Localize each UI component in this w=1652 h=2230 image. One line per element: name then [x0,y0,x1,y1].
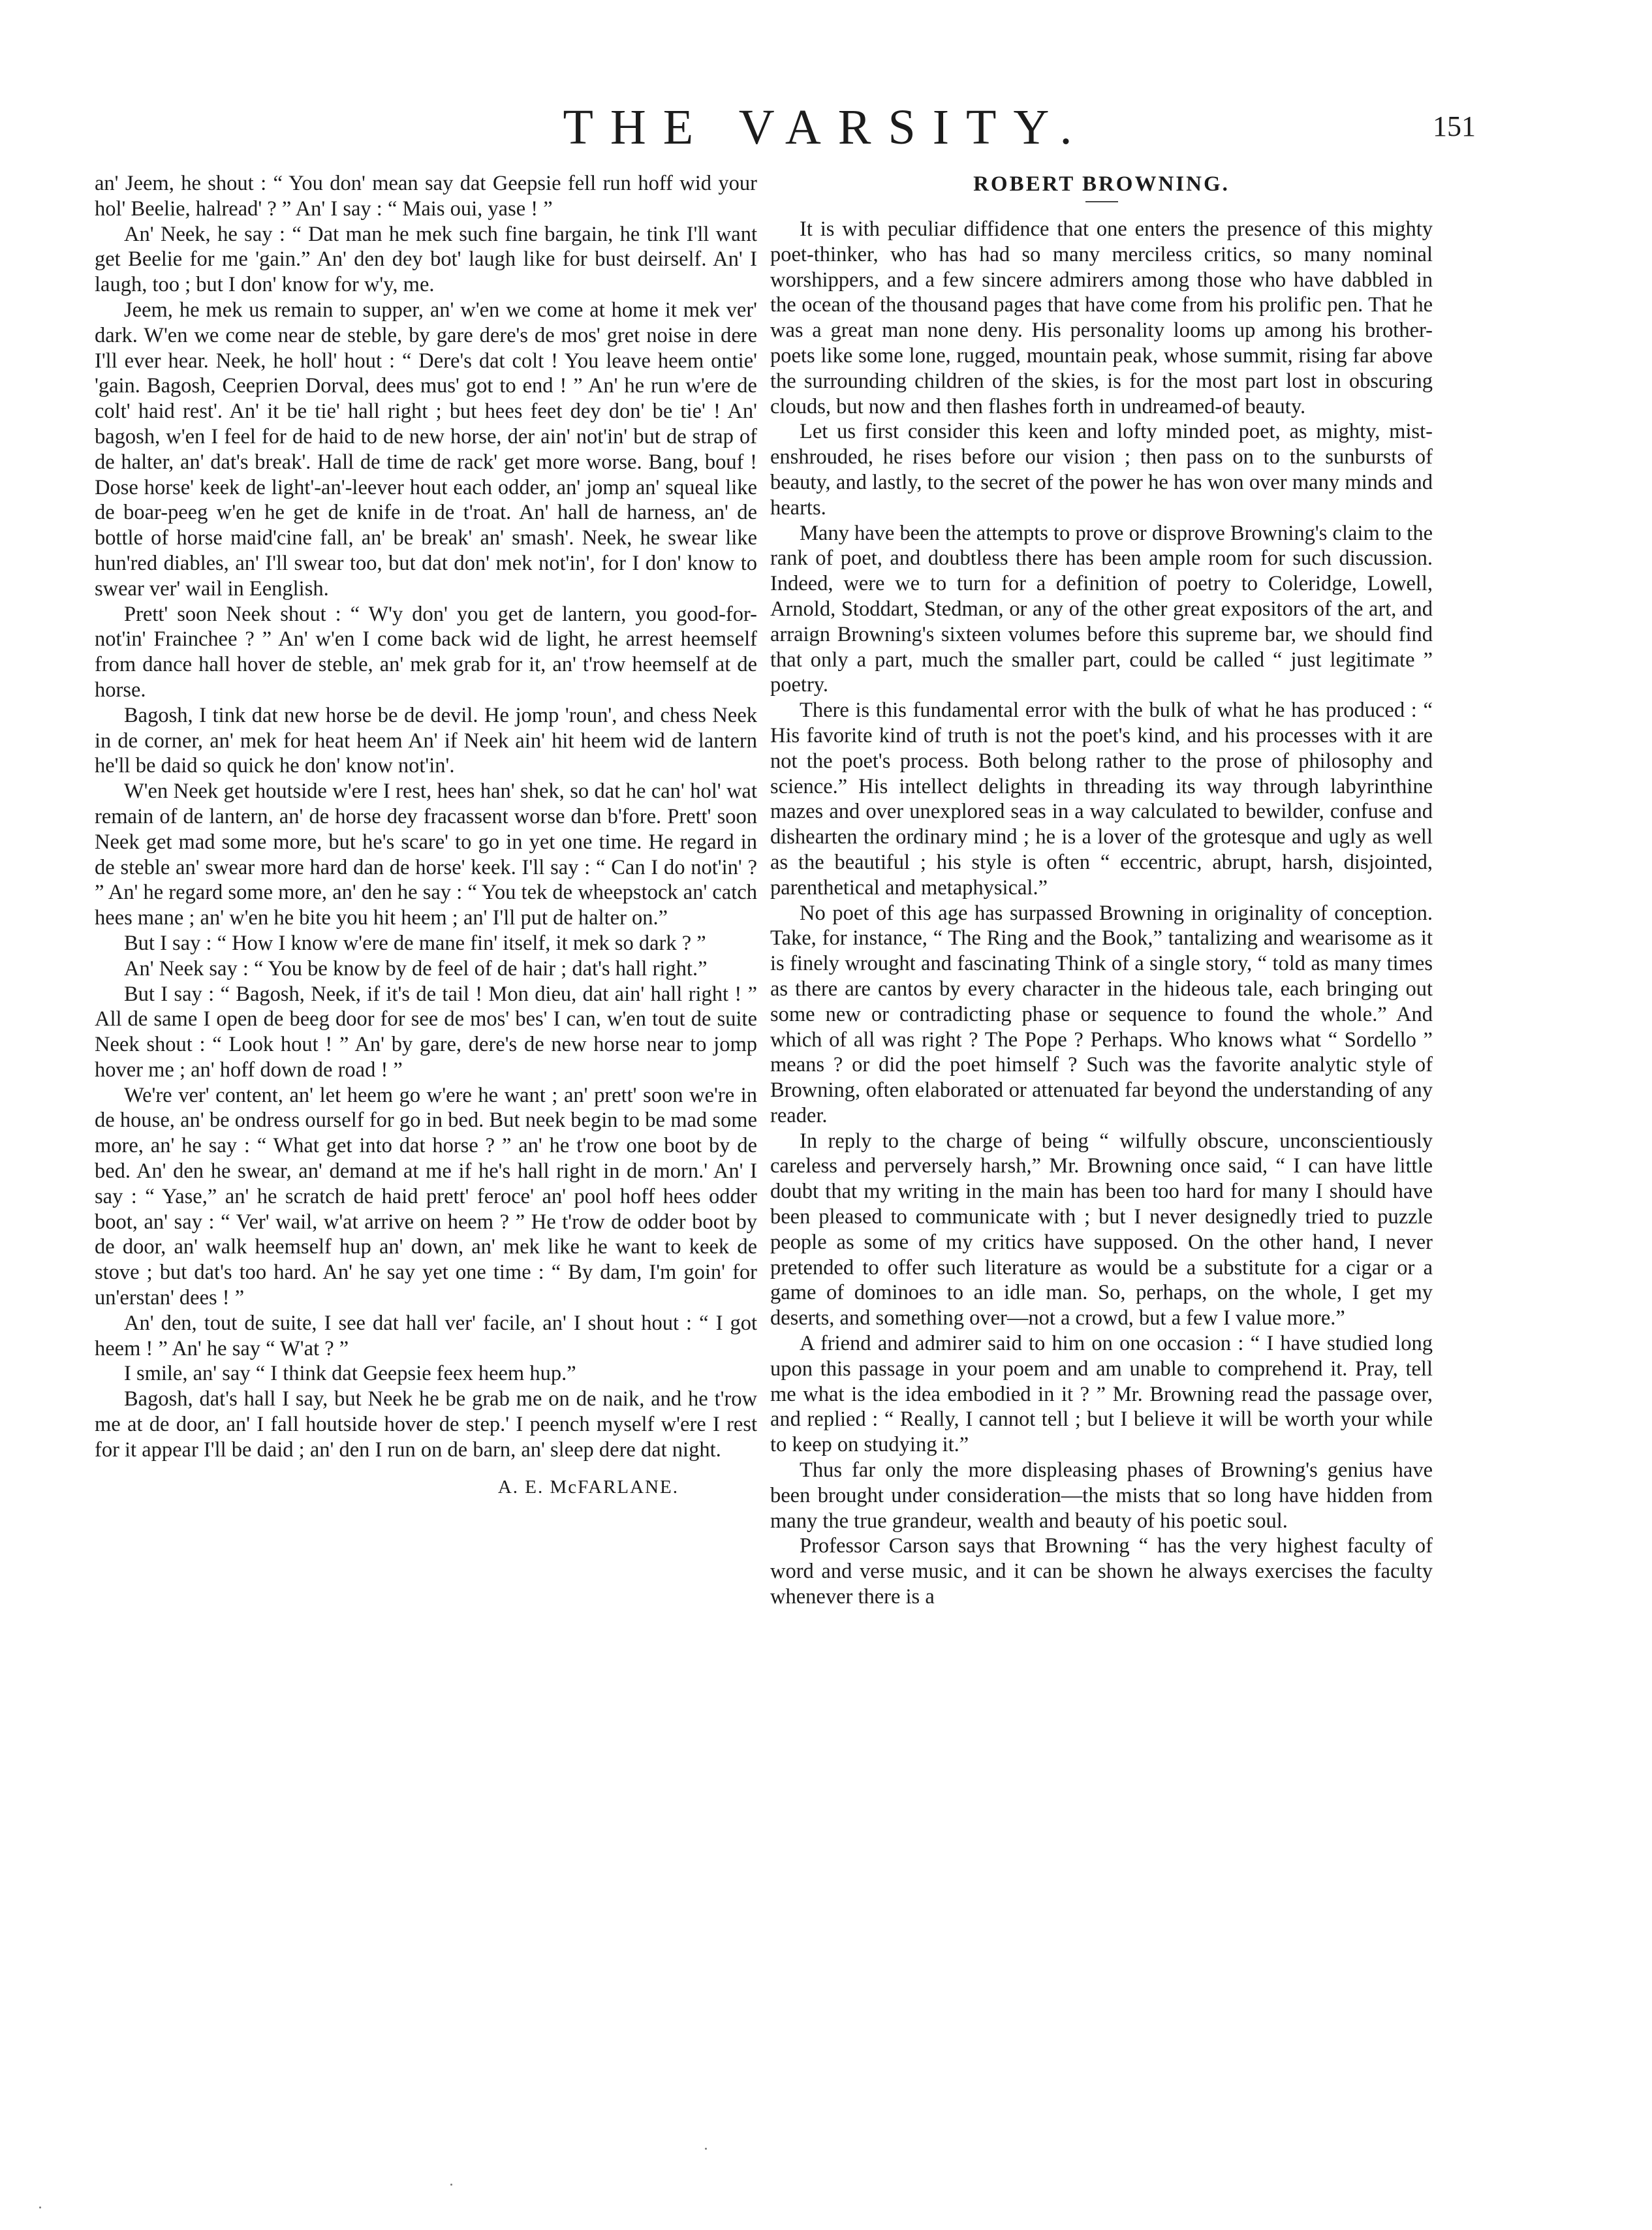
right-column [770,171,1433,1610]
paragraph: It is with peculiar diffidence that one enters the presence of this mighty poet-thinker, who has had so many merciless critics, so many nominal worshippers, and a few sincere admirers among those who have dabbled in the ocean of the thousand pages that have come from his prolific pen. That he was a great man none deny. His personality looms up among his brother-poets like some lone, rugged, mountain peak, whose summit, rising far above the surrounding children of the skies, is for the most part lost in obscuring clouds, but now and then flashes forth in undreamed-of beauty. [770,217,1433,418]
paragraph: But I say : “ Bagosh, Neek, if it's de tail ! Mon dieu, dat ain' hall right ! ” All de same I open de beeg door for see de mos' bes' I can, w'en tout de suite Neek shout : “ Look hout ! ” An' by gare, dere's de new horse near to jomp hover me ; an' hoff down de road ! ” [95,982,757,1082]
paragraph: Jeem, he mek us remain to supper, an' w'en we come at home it mek ver' dark. W'en we come near de steble, by gare dere's de mos' gret noise in dere I'll ever hear. Neek, he holl' hout : “ Dere's dat colt ! You leave heem ontie' 'gain. Bagosh, Ceeprien Dorval, dees mus' got to end ! ” An' he run w'ere de colt' haid rest'. An' it be tie' hall right ; but hees feet dey don' be tie' ! An' bagosh, w'en I feel for de haid to de new horse, der ain' not'in' but de strap of de halter, an' dat's break'. Hall de time de rack' get more worse. Bang, bouf ! Dose horse' keek de light'-an'-leever hout each odder, an' jomp an' squeal like de boar-peeg w'en he get de knife in de t'roat. An' hall de harness, an' de bottle of horse maid'cine fall, an' be break' an' smash'. Neek, he swear like hun'red diables, an' I'll swear too, but dat don' mek not'in', for I don' know to swear ver' wail in Eenglish. [95,298,757,601]
paragraph: Bagosh, dat's hall I say, but Neek he be grab me on de naik, and he t'row me at de door, an' I fall houtside hover de step.' I peench myself w'ere I rest for it appear I'll be daid ; an' den I run on de barn, an' sleep dere dat night. [95,1387,757,1462]
paragraph: I smile, an' say “ I think dat Geepsie feex heem hup.” [124,1362,576,1386]
paragraph: Professor Carson says that Browning “ has the very highest faculty of word and verse music, and it can be shown he always exercises the faculty whenever there is a [770,1534,1433,1609]
scan-speck [450,2184,452,2186]
paragraph: There is this fundamental error with the bulk of what he has produced : “ His favorite kind of truth is not the poet's kind, and his processes with it are not the poet's process. Both belong rather to the prose of philosophy and science.” His intellect delights in threading its way through labyrinthine mazes and over unexplored seas in a way calculated to bewilder, confuse and dishearten the ordinary mind ; he is a lover of the grotesque and ugly as well as the beautiful ; his style is often “ eccentric, abrupt, harsh, disjointed, parenthetical and metaphysical.” [770,699,1433,900]
paragraph: But I say : “ How I know w'ere de mane fin' itself, it mek so dark ? ” [124,931,706,955]
paragraph: an' Jeem, he shout : “ You don' mean say dat Geepsie fell run hoff wid your hol' Beelie, halread' ? ” An' I say : “ Mais oui, yase ! ” [95,172,757,221]
paragraph: In reply to the charge of being “ wilfully obscure, unconscientiously careless and perversely harsh,” Mr. Browning once said, “ I can have little doubt that my writing in the main has been too hard for many I should have been pleased to communicate with ; but I never designedly tried to puzzle people as some of my critics have supposed. On the other hand, I never pretended to offer such literature as would be a substitute for a cigar or a game of dominoes to an idle man. So, perhaps, on the whole, I get my deserts, and something over—not a crowd, but a few I value more.” [770,1129,1433,1330]
paragraph: An' Neek, he say : “ Dat man he mek such fine bargain, he tink I'll want get Beelie for me 'gain.” An' den dey bot' laugh like for bust deirself. An' I laugh, too ; but I don' know for w'y, me. [95,222,757,297]
paragraph: Let us first consider this keen and lofty minded poet, as mighty, mist-enshrouded, he rises before our vision ; then pass on to the sunbursts of beauty, and lastly, to the secret of the power he has won over many minds and hearts. [770,420,1433,520]
paragraph: Bagosh, I tink dat new horse be de devil. He jomp 'roun', and chess Neek in de corner, an' mek for heat heem An' if Neek ain' hit heem wid de lantern he'll be daid so quick he don' know not'in'. [95,703,757,778]
paragraph: An' Neek say : “ You be know by de feel of de hair ; dat's hall right.” [124,956,708,981]
page-title: THE VARSITY. [563,100,1089,155]
author-signature: A. E. McFARLANE. [497,1476,679,1498]
paragraph: Thus far only the more displeasing phases of Browning's genius have been brought under consideration—the mists that so long have hidden from many the true grandeur, wealth and beauty of his poetic soul. [770,1458,1433,1533]
paragraph: A friend and admirer said to him on one occasion : “ I have studied long upon this passage in your poem and am unable to comprehend it. Pray, tell me what is the idea embodied in it ? ” Mr. Browning read the passage over, and replied : “ Really, I cannot tell ; but I believe it will be worth your while to keep on studying it.” [770,1332,1433,1457]
paragraph: An' den, tout de suite, I see dat hall ver' facile, an' I shout hout : “ I got heem ! ” An' he say “ W'at ? ” [95,1311,757,1360]
scan-speck [39,2206,41,2208]
paragraph: We're ver' content, an' let heem go w'ere he want ; an' prett' soon we're in de house, an' be ondress ourself for go in bed. But neek begin to be mad some more, an' he say : “ What get into dat horse ? ” an' he t'row one boot by de bed. An' den he swear, an' demand at me if he's hall right in de morn.' An' I say : “ Yase,” an' he scratch de haid prett' feroce' an' pool hoff hees odder boot, an' say : “ Ver' wail, w'at arrive on heem ? ” He t'row de odder boot by de door, an' walk heemself hup an' down, an' mek like he want to keek de stove ; but dat's too hard. An' he say yet one time : “ By dam, I'm goin' for un'erstan' dees ! ” [95,1083,757,1310]
paragraph: Many have been the attempts to prove or disprove Browning's claim to the rank of poet, and doubtless there has been ample room for such discussion. Indeed, were we to turn for a definition of poetry to Coleridge, Lowell, Arnold, Stoddart, Stedman, or any of the other great expositors of the art, and arraign Browning's sixteen volumes before this supreme bar, we should find that only a part, much the smaller part, could be called “ just legitimate ” poetry. [770,521,1433,697]
paragraph: No poet of this age has surpassed Browning in originality of conception. Take, for instance, “ The Ring and the Book,” tantalizing and wearisome as it is finely wrought and fascinating Think of a single story, “ told as many times as there are cantos by every character in the hideous tale, each bringing out some new or contradicting phase or sequence to found the whole.” And which of all was right ? The Pope ? Perhaps. Who knows what “ Sordello ” means ? or did the poet himself ? Such was the favorite analytic style of Browning, often elaborated or attenuated far beyond the understanding of any reader. [770,901,1433,1127]
paragraph: Prett' soon Neek shout : “ W'y don' you get de lantern, you good-for-not'in' Frainchee ? ” An' w'en I come back wid de light, he arrest heemself from dance hall hover de steble, an' mek grab for it, an' t'row heemself at de horse. [95,602,757,702]
scan-speck [705,2148,707,2150]
title-divider [1085,201,1118,202]
left-column [95,171,757,1500]
page-number: 151 [1433,110,1476,142]
paragraph: W'en Neek get houtside w'ere I rest, hees han' shek, so dat he can' hol' wat remain of de lantern, an' de horse dey fracassent worse dan b'fore. Prett' soon Neek get mad some more, but he's scare' to go in yet one time. He regard in de steble an' swear more hard dan de horse' keek. I'll say : “ Can I do not'in' ? ” An' he regard some more, an' den he say : “ You tek de wheepstock an' catch hees mane ; an' w'en he bite you hit heem ; an' I'll put de halter on.” [95,779,757,930]
masthead [0,98,1652,157]
article-title: ROBERT BROWNING. [973,172,1230,196]
